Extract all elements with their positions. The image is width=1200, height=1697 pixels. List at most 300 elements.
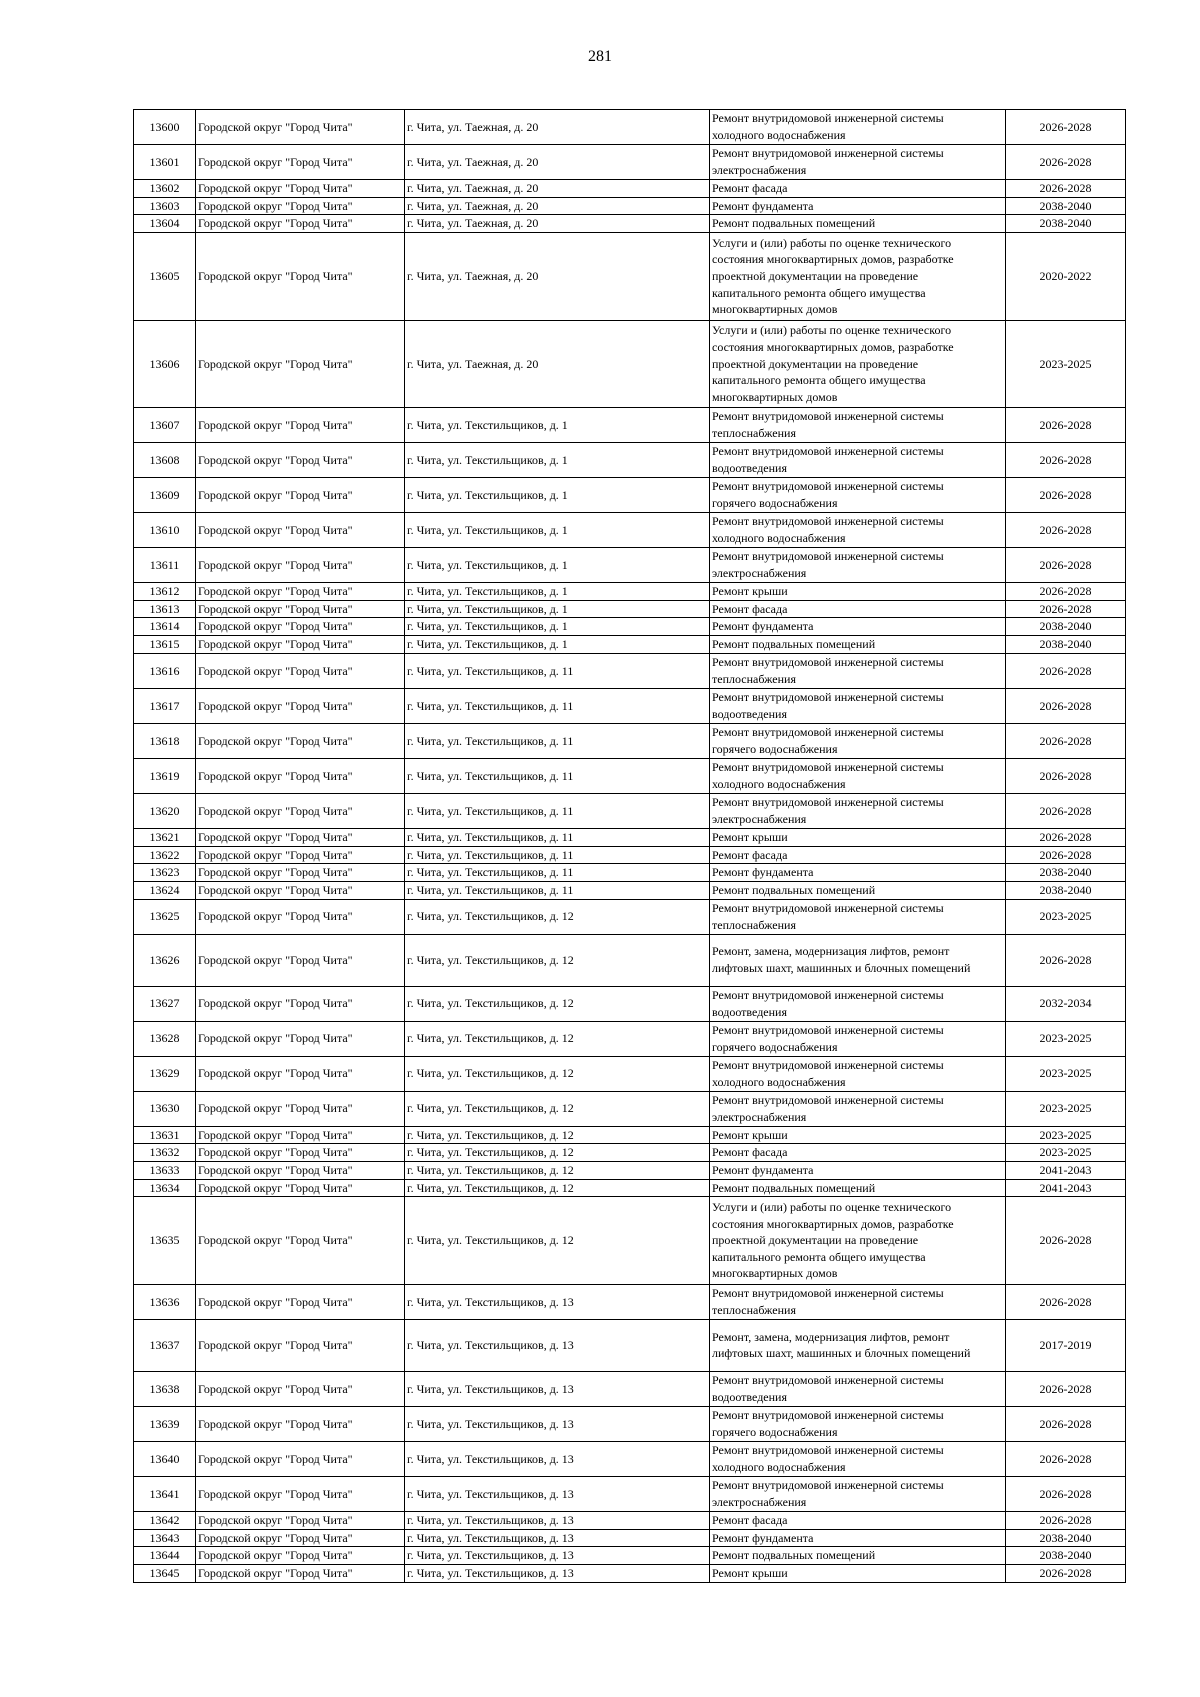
work-type-cell — [710, 1529, 1006, 1547]
work-type-cell — [710, 1284, 1006, 1319]
work-type-line: лифтовых шахт, машинных и блочных помещений — [712, 1346, 971, 1361]
address-cell: г. Чита, ул. Текстильщиков, д. 13 — [405, 1547, 710, 1565]
work-type-cell — [710, 934, 1006, 986]
work-type-line: состояния многоквартирных домов, разработке — [712, 1216, 954, 1231]
work-type-line: электроснабжения — [712, 566, 807, 581]
table-row — [134, 653, 1126, 688]
work-type-line: Ремонт фундамента — [712, 619, 814, 634]
municipality-cell: Городской округ "Город Чита" — [196, 1441, 405, 1476]
municipality-cell: Городской округ "Город Чита" — [196, 1161, 405, 1179]
municipality-cell: Городской округ "Город Чита" — [196, 320, 405, 408]
work-type-cell — [710, 899, 1006, 934]
work-type-cell — [710, 548, 1006, 583]
row-number-cell: 13636 — [134, 1284, 196, 1319]
work-type-line: Ремонт внутридомовой инженерной системы — [712, 444, 944, 459]
row-number-cell: 13645 — [134, 1564, 196, 1582]
table-row — [134, 408, 1126, 443]
row-number-cell: 13626 — [134, 934, 196, 986]
table-row — [134, 723, 1126, 758]
work-type-line: водоотведения — [712, 461, 787, 476]
work-type-cell — [710, 145, 1006, 180]
row-number-cell: 13622 — [134, 846, 196, 864]
table-row — [134, 548, 1126, 583]
table-row — [134, 934, 1126, 986]
municipality-cell: Городской округ "Город Чита" — [196, 233, 405, 321]
work-type-cell — [710, 1511, 1006, 1529]
table-row — [134, 1511, 1126, 1529]
table-row — [134, 1056, 1126, 1091]
period-cell: 2038-2040 — [1006, 1547, 1126, 1565]
work-type-line: лифтовых шахт, машинных и блочных помещений — [712, 961, 971, 976]
table-row — [134, 1091, 1126, 1126]
work-type-cell — [710, 583, 1006, 601]
table-row — [134, 618, 1126, 636]
address-cell: г. Чита, ул. Текстильщиков, д. 12 — [405, 1056, 710, 1091]
row-number-cell: 13601 — [134, 145, 196, 180]
table-row — [134, 986, 1126, 1021]
period-cell: 2038-2040 — [1006, 881, 1126, 899]
municipality-cell: Городской округ "Город Чита" — [196, 636, 405, 654]
period-cell: 2026-2028 — [1006, 1197, 1126, 1285]
table-row — [134, 1406, 1126, 1441]
address-cell: г. Чита, ул. Текстильщиков, д. 11 — [405, 846, 710, 864]
work-type-line: холодного водоснабжения — [712, 128, 846, 142]
municipality-cell: Городской округ "Город Чита" — [196, 653, 405, 688]
table-row — [134, 180, 1126, 198]
work-type-line: Ремонт внутридомовой инженерной системы — [712, 549, 944, 564]
table-row — [134, 636, 1126, 654]
work-type-line: холодного водоснабжения — [712, 531, 846, 546]
table-row — [134, 1371, 1126, 1406]
work-type-cell — [710, 986, 1006, 1021]
work-type-line: Услуги и (или) работы по оценке технического — [712, 1200, 952, 1215]
municipality-cell: Городской округ "Город Чита" — [196, 1371, 405, 1406]
work-type-line: электроснабжения — [712, 1109, 807, 1124]
work-type-cell — [710, 478, 1006, 513]
period-cell: 2038-2040 — [1006, 197, 1126, 215]
table-row — [134, 899, 1126, 934]
municipality-cell: Городской округ "Город Чита" — [196, 864, 405, 882]
table-row — [134, 1021, 1126, 1056]
work-type-line: капитального ремонта общего имущества — [712, 373, 926, 388]
period-cell: 2026-2028 — [1006, 443, 1126, 478]
work-type-line: горячего водоснабжения — [712, 741, 838, 756]
work-type-line: капитального ремонта общего имущества — [712, 285, 926, 300]
period-cell: 2026-2028 — [1006, 408, 1126, 443]
work-type-line: Ремонт внутридомовой инженерной системы — [712, 760, 944, 775]
row-number-cell: 13600 — [134, 110, 196, 145]
work-type-cell — [710, 758, 1006, 793]
municipality-cell: Городской округ "Город Чита" — [196, 583, 405, 601]
address-cell: г. Чита, ул. Текстильщиков, д. 13 — [405, 1564, 710, 1582]
table-body — [134, 110, 1126, 1583]
work-type-cell — [710, 180, 1006, 198]
municipality-cell: Городской округ "Город Чита" — [196, 1056, 405, 1091]
period-cell: 2026-2028 — [1006, 653, 1126, 688]
address-cell: г. Чита, ул. Текстильщиков, д. 12 — [405, 986, 710, 1021]
period-cell: 2023-2025 — [1006, 1091, 1126, 1126]
municipality-cell: Городской округ "Город Чита" — [196, 600, 405, 618]
work-type-line: Ремонт фасада — [712, 181, 788, 196]
address-cell: г. Чита, ул. Текстильщиков, д. 12 — [405, 1091, 710, 1126]
period-cell: 2026-2028 — [1006, 1406, 1126, 1441]
municipality-cell: Городской округ "Город Чита" — [196, 145, 405, 180]
work-type-line: Ремонт подвальных помещений — [712, 637, 876, 652]
row-number-cell: 13639 — [134, 1406, 196, 1441]
work-type-line: Ремонт подвальных помещений — [712, 1180, 876, 1195]
row-number-cell: 13615 — [134, 636, 196, 654]
table-row — [134, 864, 1126, 882]
work-type-cell — [710, 443, 1006, 478]
work-type-cell — [710, 1476, 1006, 1511]
municipality-cell: Городской округ "Город Чита" — [196, 1197, 405, 1285]
municipality-cell: Городской округ "Город Чита" — [196, 688, 405, 723]
address-cell: г. Чита, ул. Текстильщиков, д. 12 — [405, 1197, 710, 1285]
address-cell: г. Чита, ул. Текстильщиков, д. 1 — [405, 408, 710, 443]
work-type-cell — [710, 793, 1006, 828]
address-cell: г. Чита, ул. Текстильщиков, д. 1 — [405, 618, 710, 636]
row-number-cell: 13604 — [134, 215, 196, 233]
work-type-line: электроснабжения — [712, 1494, 807, 1509]
table-row — [134, 443, 1126, 478]
work-type-cell — [710, 828, 1006, 846]
municipality-cell: Городской округ "Город Чита" — [196, 443, 405, 478]
address-cell: г. Чита, ул. Текстильщиков, д. 13 — [405, 1529, 710, 1547]
work-type-line: Ремонт внутридомовой инженерной системы — [712, 1408, 944, 1423]
table-row — [134, 1547, 1126, 1565]
work-type-cell — [710, 1091, 1006, 1126]
work-type-cell — [710, 636, 1006, 654]
municipality-cell: Городской округ "Город Чита" — [196, 1126, 405, 1144]
row-number-cell: 13624 — [134, 881, 196, 899]
period-cell: 2041-2043 — [1006, 1161, 1126, 1179]
work-type-cell — [710, 320, 1006, 408]
row-number-cell: 13625 — [134, 899, 196, 934]
row-number-cell: 13609 — [134, 478, 196, 513]
period-cell: 2017-2019 — [1006, 1319, 1126, 1371]
period-cell: 2041-2043 — [1006, 1179, 1126, 1197]
work-type-line: горячего водоснабжения — [712, 496, 838, 511]
period-cell: 2038-2040 — [1006, 864, 1126, 882]
row-number-cell: 13614 — [134, 618, 196, 636]
table-row — [134, 1319, 1126, 1371]
table-row — [134, 1529, 1126, 1547]
period-cell: 2038-2040 — [1006, 215, 1126, 233]
work-type-line: Ремонт крыши — [712, 829, 788, 844]
row-number-cell: 13607 — [134, 408, 196, 443]
work-type-line: водоотведения — [712, 1004, 787, 1019]
address-cell: г. Чита, ул. Таежная, д. 20 — [405, 197, 710, 215]
table-row — [134, 1441, 1126, 1476]
period-cell: 2032-2034 — [1006, 986, 1126, 1021]
work-type-line: Ремонт внутридомовой инженерной системы — [712, 409, 944, 424]
work-type-line: Ремонт внутридомовой инженерной системы — [712, 1286, 944, 1301]
work-type-line: Ремонт внутридомовой инженерной системы — [712, 1092, 944, 1107]
work-type-line: Ремонт внутридомовой инженерной системы — [712, 1057, 944, 1072]
table-row — [134, 320, 1126, 408]
work-type-line: электроснабжения — [712, 163, 807, 177]
work-type-line: Ремонт внутридомовой инженерной системы — [712, 900, 944, 915]
municipality-cell: Городской округ "Город Чита" — [196, 1547, 405, 1565]
work-type-line: Ремонт, замена, модернизация лифтов, ремонт — [712, 1329, 950, 1344]
period-cell: 2026-2028 — [1006, 934, 1126, 986]
work-type-cell — [710, 233, 1006, 321]
work-type-line: Ремонт фундамента — [712, 1162, 814, 1177]
row-number-cell: 13613 — [134, 600, 196, 618]
period-cell: 2026-2028 — [1006, 110, 1126, 145]
address-cell: г. Чита, ул. Текстильщиков, д. 1 — [405, 636, 710, 654]
address-cell: г. Чита, ул. Текстильщиков, д. 1 — [405, 600, 710, 618]
address-cell: г. Чита, ул. Таежная, д. 20 — [405, 233, 710, 321]
address-cell: г. Чита, ул. Текстильщиков, д. 12 — [405, 934, 710, 986]
municipality-cell: Городской округ "Город Чита" — [196, 1091, 405, 1126]
address-cell: г. Чита, ул. Текстильщиков, д. 11 — [405, 793, 710, 828]
work-type-cell — [710, 1319, 1006, 1371]
period-cell: 2020-2022 — [1006, 233, 1126, 321]
municipality-cell: Городской округ "Город Чита" — [196, 1319, 405, 1371]
period-cell: 2026-2028 — [1006, 1476, 1126, 1511]
row-number-cell: 13630 — [134, 1091, 196, 1126]
period-cell: 2026-2028 — [1006, 1511, 1126, 1529]
municipality-cell: Городской округ "Город Чита" — [196, 1179, 405, 1197]
municipality-cell: Городской округ "Город Чита" — [196, 478, 405, 513]
work-type-line: Ремонт внутридомовой инженерной системы — [712, 987, 944, 1002]
address-cell: г. Чита, ул. Текстильщиков, д. 12 — [405, 1021, 710, 1056]
repair-schedule-table — [133, 109, 1126, 1583]
table-row — [134, 110, 1126, 145]
address-cell: г. Чита, ул. Таежная, д. 20 — [405, 320, 710, 408]
work-type-cell — [710, 723, 1006, 758]
row-number-cell: 13643 — [134, 1529, 196, 1547]
address-cell: г. Чита, ул. Таежная, д. 20 — [405, 215, 710, 233]
work-type-line: многоквартирных домов — [712, 302, 838, 317]
work-type-cell — [710, 1547, 1006, 1565]
work-type-line: холодного водоснабжения — [712, 776, 846, 791]
work-type-line: электроснабжения — [712, 811, 807, 826]
work-type-line: Ремонт внутридомовой инженерной системы — [712, 146, 944, 161]
municipality-cell: Городской округ "Город Чита" — [196, 846, 405, 864]
address-cell: г. Чита, ул. Текстильщиков, д. 1 — [405, 548, 710, 583]
municipality-cell: Городской округ "Город Чита" — [196, 408, 405, 443]
work-type-cell — [710, 110, 1006, 145]
work-type-line: Ремонт фасада — [712, 1512, 788, 1527]
table-row — [134, 828, 1126, 846]
table-row — [134, 1476, 1126, 1511]
address-cell: г. Чита, ул. Текстильщиков, д. 11 — [405, 864, 710, 882]
work-type-cell — [710, 197, 1006, 215]
address-cell: г. Чита, ул. Текстильщиков, д. 12 — [405, 1179, 710, 1197]
period-cell: 2023-2025 — [1006, 1144, 1126, 1162]
work-type-line: Ремонт фасада — [712, 847, 788, 862]
row-number-cell: 13631 — [134, 1126, 196, 1144]
work-type-line: теплоснабжения — [712, 917, 796, 932]
work-type-line: состояния многоквартирных домов, разработке — [712, 252, 954, 267]
period-cell: 2026-2028 — [1006, 793, 1126, 828]
work-type-line: горячего водоснабжения — [712, 1424, 838, 1439]
table-row — [134, 145, 1126, 180]
row-number-cell: 13640 — [134, 1441, 196, 1476]
municipality-cell: Городской округ "Город Чита" — [196, 1511, 405, 1529]
address-cell: г. Чита, ул. Текстильщиков, д. 11 — [405, 653, 710, 688]
work-type-line: многоквартирных домов — [712, 389, 838, 404]
period-cell: 2026-2028 — [1006, 145, 1126, 180]
work-type-line: водоотведения — [712, 1389, 787, 1404]
table-row — [134, 793, 1126, 828]
address-cell: г. Чита, ул. Текстильщиков, д. 13 — [405, 1441, 710, 1476]
address-cell: г. Чита, ул. Текстильщиков, д. 12 — [405, 1126, 710, 1144]
work-type-line: Ремонт фундамента — [712, 198, 814, 213]
work-type-line: проектной документации на проведение — [712, 269, 919, 284]
municipality-cell: Городской округ "Город Чита" — [196, 110, 405, 145]
table-row — [134, 758, 1126, 793]
work-type-cell — [710, 653, 1006, 688]
row-number-cell: 13641 — [134, 1476, 196, 1511]
row-number-cell: 13632 — [134, 1144, 196, 1162]
work-type-line: Ремонт внутридомовой инженерной системы — [712, 479, 944, 494]
address-cell: г. Чита, ул. Текстильщиков, д. 13 — [405, 1511, 710, 1529]
work-type-line: Ремонт внутридомовой инженерной системы — [712, 655, 944, 670]
table-row — [134, 1284, 1126, 1319]
row-number-cell: 13606 — [134, 320, 196, 408]
municipality-cell: Городской округ "Город Чита" — [196, 618, 405, 636]
row-number-cell: 13638 — [134, 1371, 196, 1406]
address-cell: г. Чита, ул. Текстильщиков, д. 11 — [405, 828, 710, 846]
work-type-cell — [710, 215, 1006, 233]
work-type-line: Ремонт внутридомовой инженерной системы — [712, 690, 944, 705]
period-cell: 2026-2028 — [1006, 1284, 1126, 1319]
work-type-line: Ремонт внутридомовой инженерной системы — [712, 514, 944, 529]
row-number-cell: 13610 — [134, 513, 196, 548]
municipality-cell: Городской округ "Город Чита" — [196, 1529, 405, 1547]
period-cell: 2038-2040 — [1006, 618, 1126, 636]
period-cell: 2023-2025 — [1006, 320, 1126, 408]
work-type-line: горячего водоснабжения — [712, 1039, 838, 1054]
period-cell: 2023-2025 — [1006, 1056, 1126, 1091]
work-type-line: Ремонт крыши — [712, 584, 788, 599]
work-type-cell — [710, 1564, 1006, 1582]
work-type-line: Ремонт крыши — [712, 1565, 788, 1580]
table-row — [134, 1144, 1126, 1162]
row-number-cell: 13616 — [134, 653, 196, 688]
table-row — [134, 233, 1126, 321]
municipality-cell: Городской округ "Город Чита" — [196, 513, 405, 548]
period-cell: 2026-2028 — [1006, 758, 1126, 793]
table-row — [134, 215, 1126, 233]
address-cell: г. Чита, ул. Текстильщиков, д. 1 — [405, 583, 710, 601]
work-type-cell — [710, 408, 1006, 443]
address-cell: г. Чита, ул. Текстильщиков, д. 12 — [405, 1144, 710, 1162]
work-type-line: многоквартирных домов — [712, 1266, 838, 1281]
address-cell: г. Чита, ул. Текстильщиков, д. 11 — [405, 758, 710, 793]
address-cell: г. Чита, ул. Текстильщиков, д. 12 — [405, 899, 710, 934]
work-type-cell — [710, 600, 1006, 618]
work-type-cell — [710, 1144, 1006, 1162]
table-row — [134, 1564, 1126, 1582]
address-cell: г. Чита, ул. Текстильщиков, д. 13 — [405, 1476, 710, 1511]
work-type-line: теплоснабжения — [712, 671, 796, 686]
municipality-cell: Городской округ "Город Чита" — [196, 934, 405, 986]
period-cell: 2038-2040 — [1006, 636, 1126, 654]
table-row — [134, 478, 1126, 513]
work-type-cell — [710, 1371, 1006, 1406]
work-type-line: холодного водоснабжения — [712, 1459, 846, 1474]
work-type-line: Ремонт внутридомовой инженерной системы — [712, 1022, 944, 1037]
period-cell: 2026-2028 — [1006, 723, 1126, 758]
table-row — [134, 1161, 1126, 1179]
work-type-cell — [710, 846, 1006, 864]
row-number-cell: 13629 — [134, 1056, 196, 1091]
work-type-cell — [710, 864, 1006, 882]
table-row — [134, 688, 1126, 723]
municipality-cell: Городской округ "Город Чита" — [196, 1284, 405, 1319]
work-type-line: Ремонт, замена, модернизация лифтов, ремонт — [712, 944, 950, 959]
work-type-line: Ремонт внутридомовой инженерной системы — [712, 111, 944, 126]
work-type-cell — [710, 881, 1006, 899]
work-type-cell — [710, 1179, 1006, 1197]
work-type-cell — [710, 1441, 1006, 1476]
address-cell: г. Чита, ул. Таежная, д. 20 — [405, 180, 710, 198]
period-cell: 2026-2028 — [1006, 180, 1126, 198]
address-cell: г. Чита, ул. Текстильщиков, д. 13 — [405, 1319, 710, 1371]
table-row — [134, 846, 1126, 864]
work-type-line: Ремонт внутридомовой инженерной системы — [712, 1373, 944, 1388]
work-type-line: Ремонт подвальных помещений — [712, 216, 876, 231]
table-row — [134, 197, 1126, 215]
work-type-cell — [710, 1406, 1006, 1441]
page-number: 281 — [588, 48, 612, 65]
period-cell: 2026-2028 — [1006, 513, 1126, 548]
address-cell: г. Чита, ул. Текстильщиков, д. 13 — [405, 1284, 710, 1319]
work-type-cell — [710, 1197, 1006, 1285]
period-cell: 2026-2028 — [1006, 846, 1126, 864]
period-cell: 2023-2025 — [1006, 1126, 1126, 1144]
table-row — [134, 1179, 1126, 1197]
period-cell: 2023-2025 — [1006, 1021, 1126, 1056]
work-type-cell — [710, 1126, 1006, 1144]
address-cell: г. Чита, ул. Текстильщиков, д. 12 — [405, 1161, 710, 1179]
period-cell: 2026-2028 — [1006, 1564, 1126, 1582]
municipality-cell: Городской округ "Город Чита" — [196, 1144, 405, 1162]
table-row — [134, 1197, 1126, 1285]
address-cell: г. Чита, ул. Таежная, д. 20 — [405, 145, 710, 180]
table-row — [134, 881, 1126, 899]
municipality-cell: Городской округ "Город Чита" — [196, 828, 405, 846]
period-cell: 2026-2028 — [1006, 600, 1126, 618]
table-row — [134, 600, 1126, 618]
municipality-cell: Городской округ "Город Чита" — [196, 215, 405, 233]
work-type-line: Ремонт фасада — [712, 1145, 788, 1160]
municipality-cell: Городской округ "Город Чита" — [196, 548, 405, 583]
period-cell: 2038-2040 — [1006, 1529, 1126, 1547]
row-number-cell: 13623 — [134, 864, 196, 882]
row-number-cell: 13612 — [134, 583, 196, 601]
work-type-line: Ремонт фундамента — [712, 865, 814, 880]
municipality-cell: Городской округ "Город Чита" — [196, 1021, 405, 1056]
address-cell: г. Чита, ул. Текстильщиков, д. 1 — [405, 478, 710, 513]
row-number-cell: 13605 — [134, 233, 196, 321]
row-number-cell: 13619 — [134, 758, 196, 793]
work-type-line: Ремонт внутридомовой инженерной системы — [712, 1478, 944, 1493]
work-type-line: теплоснабжения — [712, 426, 796, 441]
work-type-line: Ремонт подвальных помещений — [712, 1548, 876, 1563]
row-number-cell: 13608 — [134, 443, 196, 478]
address-cell: г. Чита, ул. Текстильщиков, д. 11 — [405, 723, 710, 758]
municipality-cell: Городской округ "Город Чита" — [196, 1564, 405, 1582]
address-cell: г. Чита, ул. Текстильщиков, д. 1 — [405, 443, 710, 478]
period-cell: 2026-2028 — [1006, 583, 1126, 601]
address-cell: г. Чита, ул. Текстильщиков, д. 1 — [405, 513, 710, 548]
period-cell: 2026-2028 — [1006, 688, 1126, 723]
